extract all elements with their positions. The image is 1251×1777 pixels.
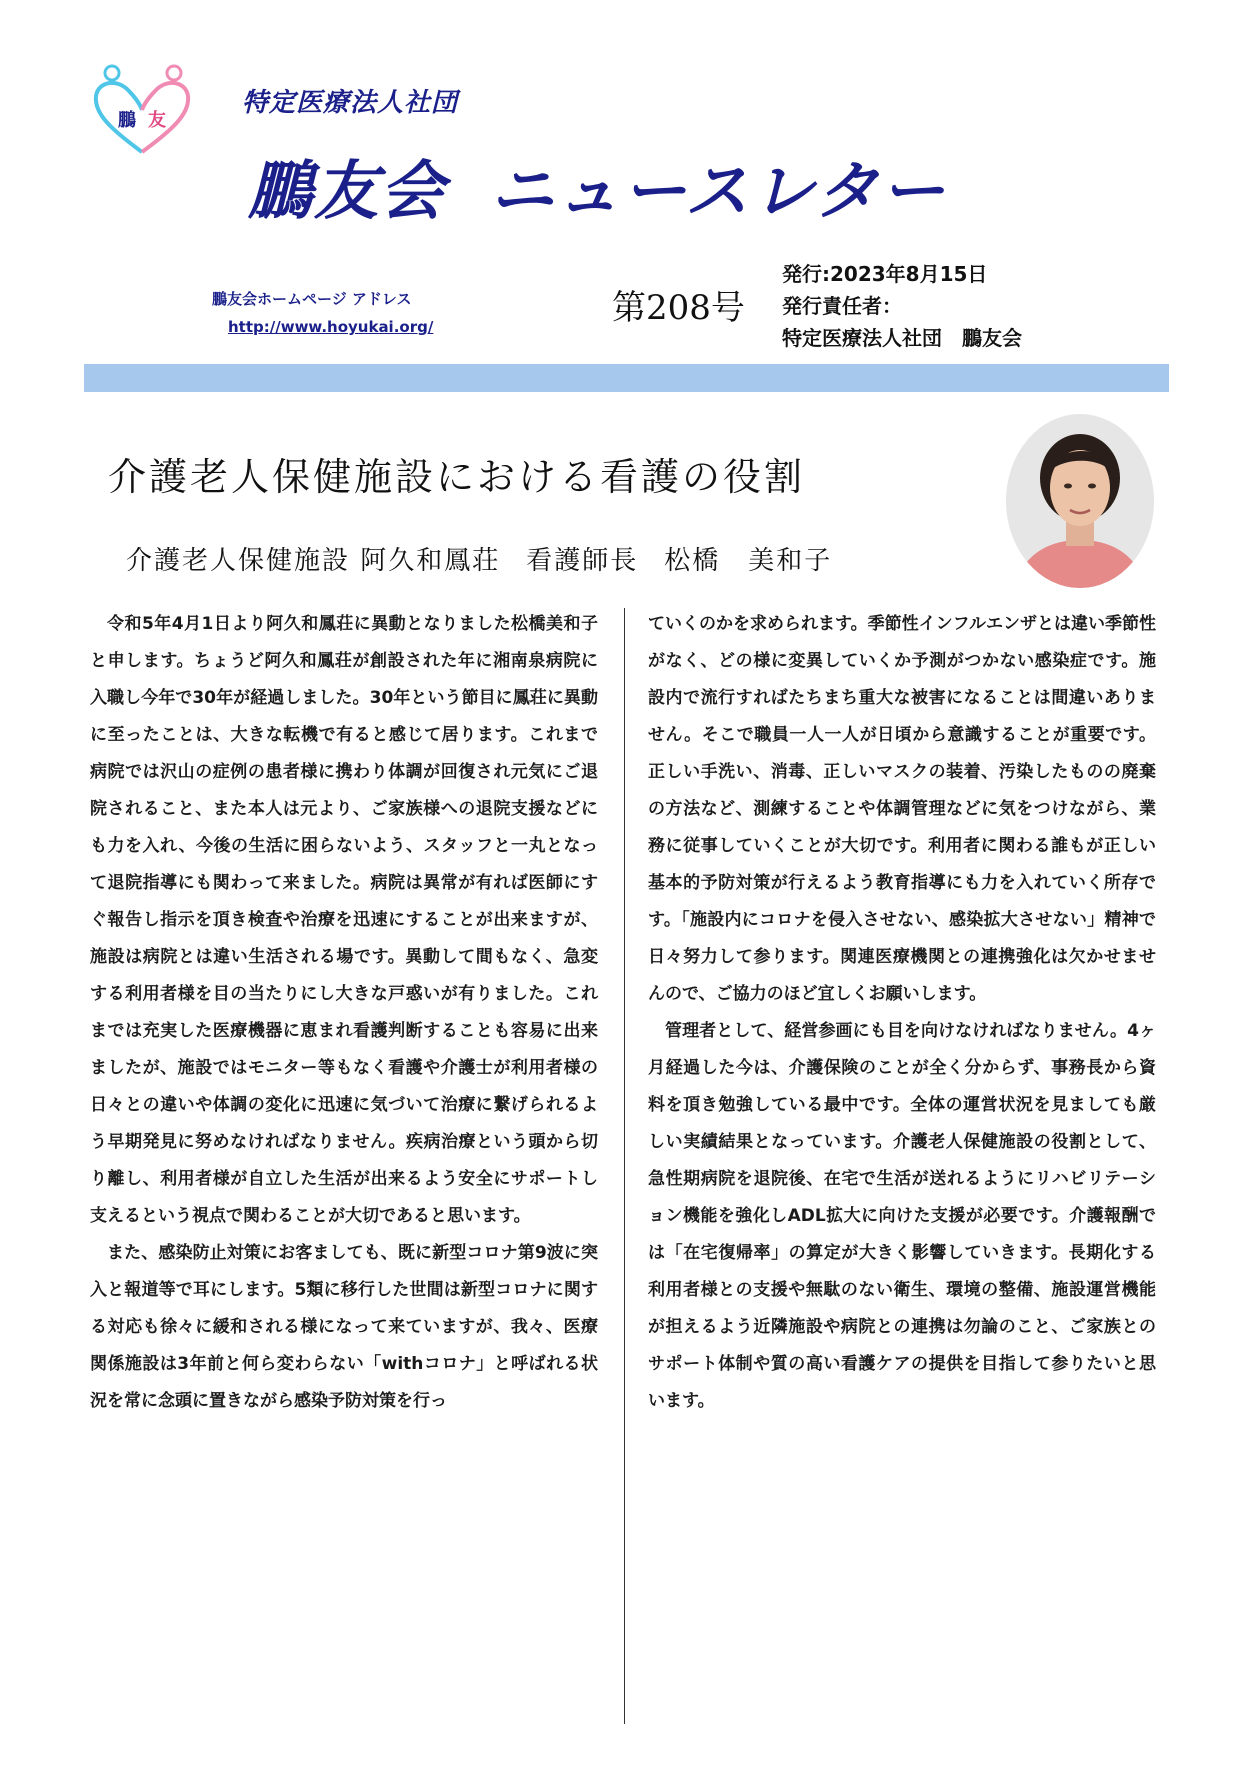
publisher-name: 特定医療法人社団 鵬友会 — [782, 326, 1022, 350]
author-byline — [126, 540, 832, 577]
paragraph: 令和5年4月1日より阿久和鳳荘に異動となりました松橋美和子と申します。ちょうど阿久和鳳荘が創設された年に湘南泉病院に入職し今年で30年が経過しました。30年という節目に鳳荘に異動に至ったことは、大きな転機で有ると感じて居ります。これまで病院では沢山の症例の患者様に携わり体調が回復され元気にご退院されること、また本人は元より、ご家族様への退院支援などにも力を入れ、今後の生活に困らないよう、スタッフと一丸となって退院指導にも関わって来ました。病院は異常が有れば医師にすぐ報告し指示を頂き検査や治療を迅速にすることが出来ますが、施設は病院とは違い生活される場です。異動して間もなく、急変する利用者様を目の当たりにし大きな戸惑いが有りました。これまでは充実した医療機器に恵まれ看護判断することも容易に出来ましたが、施設ではモニター等もなく看護や介護士が利用者様の日々との違いや体調の変化に迅速に気づいて治療に繋げられるよう早期発見に努めなければなりません。疾病治療という頭から切り離し、利用者様が自立した生活が出来るよう安全にサポートし支えるという視点で関わることが大切であると思います。 — [90, 614, 598, 1226]
publisher-label: 発行責任者： — [782, 294, 902, 318]
byline-facility: 介護老人保健施設 阿久和鳳荘 — [126, 546, 501, 576]
newsletter-title-main: 鵬友会 — [248, 155, 446, 229]
paragraph: ていくのかを求められます。季節性インフルエンザとは違い季節性がなく、どの様に変異していくか予測がつかない感染症です。施設内で流行すればたちまち重大な被害になることは間違いありません。そこで職員一人一人が日頃から意識することが重要です。正しい手洗い、消毒、正しいマスクの装着、汚染したものの廃棄の方法など、測練することや体調管理などに気をつけながら、業務に従事していくことが大切です。利用者に関わる誰もが正しい基本的予防対策が行えるよう教育指導にも力を入れていく所存です。「施設内にコロナを侵入させない、感染拡大させない」精神で日々努力して参ります。関連医療機関との連携強化は欠かせませんので、ご協力のほど宜しくお願いします。 — [648, 614, 1156, 1004]
issue-number: 第208号 — [612, 288, 745, 328]
byline-role: 看護師長 — [526, 546, 639, 576]
newsletter-title-sub: ニュースレター — [490, 155, 947, 229]
homepage-label: 鵬友会ホームページ アドレス — [212, 290, 412, 308]
header-divider-band — [84, 364, 1169, 392]
article-column-left — [90, 606, 598, 1420]
homepage-link[interactable]: http://www.hoyukai.org/ — [228, 318, 434, 336]
article-column-right — [648, 606, 1156, 1420]
logo-char-2: 友 — [148, 110, 166, 131]
hoyukai-logo — [92, 64, 192, 160]
byline-name: 松橋 美和子 — [664, 546, 833, 576]
author-photo — [1004, 412, 1156, 590]
organization-name: 特定医療法人社団 — [242, 88, 459, 118]
paragraph: 管理者として、経営参画にも目を向けなければなりません。4ヶ月経過した今は、介護保険のことが全く分からず、事務長から資料を頂き勉強している最中です。全体の運営状況を見ましても厳しい実績結果となっています。介護老人保健施設の役割として、急性期病院を退院後、在宅で生活が送れるようにリハビリテーション機能を強化しADL拡大に向けた支援が必要です。介護報酬では「在宅復帰率」の算定が大きく影響していきます。長期化する利用者様との支援や無駄のない衛生、環境の整備、施設運営機能が担えるよう近隣施設や病院との連携は勿論のこと、ご家族とのサポート体制や質の高い看護ケアの提供を目指して参りたいと思います。 — [648, 1021, 1156, 1411]
column-divider — [624, 608, 625, 1724]
newsletter-title — [248, 140, 946, 232]
paragraph: また、感染防止対策にお客ましても、既に新型コロナ第9波に突入と報道等で耳にします。5類に移行した世間は新型コロナに関する対応も徐々に緩和される様になって来ていますが、我々、医療関係施設は3年前と何ら変わらない「withコロナ」と呼ばれる状況を常に念頭に置きながら感染予防対策を行っ — [90, 1243, 598, 1411]
article-title: 介護老人保健施設における看護の役割 — [108, 455, 806, 499]
publication-date: 発行:2023年8月15日 — [782, 262, 988, 286]
logo-char-1: 鵬 — [118, 110, 136, 131]
